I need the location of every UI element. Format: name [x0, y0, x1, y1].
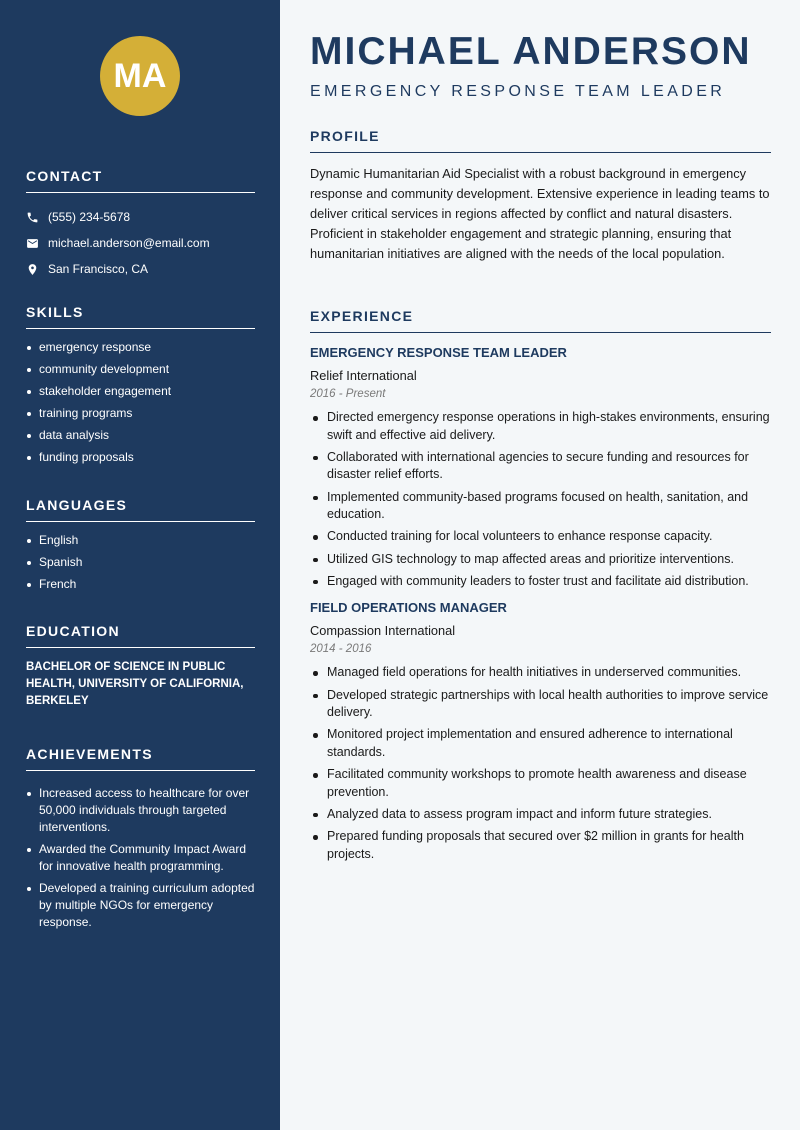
job-bullets: [310, 664, 771, 863]
job-entry: [310, 345, 771, 590]
profile-section: [310, 128, 771, 264]
job-bullet: Conducted training for local volunteers to enhance response capacity.: [310, 528, 771, 546]
job-bullet: Managed field operations for health initiatives in underserved communities.: [310, 664, 771, 682]
contact-heading: CONTACT: [26, 168, 255, 193]
job-dates: 2014 - 2016: [310, 643, 372, 656]
job-bullet: Implemented community-based programs focused on health, sanitation, and education.: [310, 489, 771, 524]
job-bullet: Collaborated with international agencies to secure funding and resources for disaster relief efforts.: [310, 449, 771, 484]
skill-item: community development: [26, 361, 255, 378]
job-bullet: Prepared funding proposals that secured over $2 million in grants for health projects.: [310, 828, 771, 863]
avatar-initials: MA: [100, 36, 180, 116]
education-degree: BACHELOR OF SCIENCE IN PUBLIC HEALTH, UNIVERSITY OF CALIFORNIA, BERKELEY: [26, 661, 244, 707]
language-item: Spanish: [26, 554, 255, 571]
job-company: Relief International: [310, 368, 417, 383]
candidate-name: MICHAEL ANDERSON: [310, 30, 752, 73]
contact-phone-text: (555) 234-5678: [48, 210, 131, 224]
contact-phone: [26, 204, 255, 230]
achievements-section: [26, 746, 255, 936]
profile-text: Dynamic Humanitarian Aid Specialist with a robust background in emergency response and community development. Extensive experience in leading teams to deliver critical services in regions affected by conflict and natural disasters. Proficient in stakeholder engagement and strategic planning, ensuring that humanitarian initiatives are aligned with the needs of the local population.: [310, 166, 770, 261]
mail-icon: [26, 237, 48, 250]
skill-item: training programs: [26, 405, 255, 422]
achievement-item: Increased access to healthcare for over 50,000 individuals through targeted interventions.: [26, 785, 255, 836]
achievements-heading: ACHIEVEMENTS: [26, 746, 255, 771]
job-entry: [310, 600, 771, 863]
job-bullet: Monitored project implementation and ensured adherence to international standards.: [310, 726, 771, 761]
skills-list: [26, 339, 255, 466]
language-item: English: [26, 532, 255, 549]
languages-list: [26, 532, 255, 593]
education-section: [26, 623, 255, 710]
contact-email-text: michael.anderson@email.com: [48, 236, 210, 250]
skills-heading: SKILLS: [26, 304, 255, 329]
job-bullet: Directed emergency response operations in high-stakes environments, ensuring swift and effective aid delivery.: [310, 409, 771, 444]
languages-section: [26, 497, 255, 598]
achievement-item: Developed a training curriculum adopted by multiple NGOs for emergency response.: [26, 880, 255, 931]
job-bullet: Analyzed data to assess program impact and inform future strategies.: [310, 806, 771, 824]
skill-item: data analysis: [26, 427, 255, 444]
languages-heading: LANGUAGES: [26, 497, 255, 522]
skill-item: emergency response: [26, 339, 255, 356]
job-bullet: Utilized GIS technology to map affected areas and prioritize interventions.: [310, 551, 771, 569]
achievement-item: Awarded the Community Impact Award for innovative health programming.: [26, 841, 255, 875]
phone-icon: [26, 211, 48, 224]
skill-item: stakeholder engagement: [26, 383, 255, 400]
experience-heading: EXPERIENCE: [310, 308, 771, 333]
job-bullet: Facilitated community workshops to promote health awareness and disease prevention.: [310, 766, 771, 801]
job-company: Compassion International: [310, 623, 456, 639]
contact-location: [26, 256, 255, 282]
job-title: EMERGENCY RESPONSE TEAM LEADER: [310, 345, 567, 360]
job-bullet: Engaged with community leaders to foster trust and facilitate aid distribution.: [310, 573, 771, 591]
job-dates: 2016 - Present: [310, 388, 386, 400]
candidate-role: EMERGENCY RESPONSE TEAM LEADER: [310, 83, 726, 100]
location-pin-icon: [26, 263, 48, 276]
language-item: French: [26, 576, 255, 593]
achievements-list: [26, 785, 255, 931]
education-heading: EDUCATION: [26, 623, 255, 648]
sidebar: [0, 0, 280, 1130]
contact-section: [26, 168, 255, 282]
contact-email: [26, 230, 255, 256]
job-title: FIELD OPERATIONS MANAGER: [310, 600, 507, 616]
profile-heading: PROFILE: [310, 128, 771, 153]
skill-item: funding proposals: [26, 449, 255, 466]
job-bullets: [310, 409, 771, 590]
skills-section: [26, 304, 255, 471]
contact-location-text: San Francisco, CA: [48, 262, 149, 276]
contact-list: [26, 204, 255, 282]
experience-section: [310, 308, 771, 868]
job-bullet: Developed strategic partnerships with local health authorities to improve service delivery.: [310, 687, 771, 722]
